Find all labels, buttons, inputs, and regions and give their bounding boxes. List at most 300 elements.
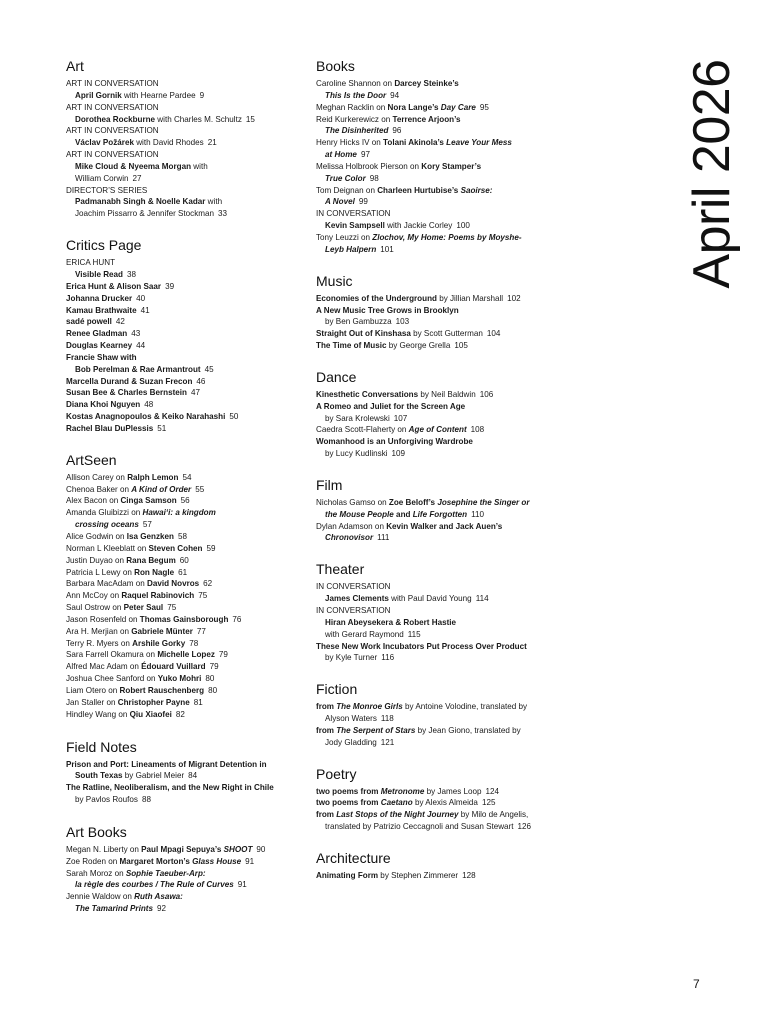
entry-text: Patricia L Lewy on: [66, 567, 135, 577]
page-ref: 114: [475, 594, 489, 604]
entry-line: [66, 661, 298, 673]
page-ref: 126: [517, 822, 532, 832]
toc-entry[interactable]: [316, 797, 556, 809]
entry-headline: Charleen Hurtubise’s: [377, 185, 461, 195]
work-title: Leave Your Mess: [446, 138, 512, 148]
toc-entry[interactable]: [66, 578, 298, 590]
page-ref: 80: [208, 685, 218, 695]
work-title: The Monroe Girls: [336, 702, 403, 712]
section-title: Critics Page: [66, 237, 142, 254]
entry-line: [66, 543, 298, 555]
toc-entry[interactable]: [316, 809, 556, 833]
toc-entry[interactable]: [66, 293, 298, 305]
section-art: [66, 57, 298, 220]
work-title: Day Care: [440, 102, 476, 112]
entry-line: [316, 532, 556, 544]
section-title: Art Books: [66, 823, 127, 840]
section-title: ArtSeen: [66, 451, 117, 468]
page-ref: 121: [380, 737, 395, 747]
page-ref: 115: [407, 629, 421, 639]
entry-line: [66, 903, 298, 915]
entry-headline: Václav Požárek: [75, 138, 134, 148]
entry-line: [316, 641, 556, 653]
entry-headline: James Clements: [325, 594, 389, 604]
entry-line: [66, 376, 298, 388]
entry-text: Alice Godwin on: [66, 532, 127, 541]
entry-line: [316, 316, 556, 328]
entry-line: [66, 161, 298, 173]
entry-text: IN CONVERSATION: [316, 606, 391, 615]
entry-headline: Paul Mpagi Sepuya’s: [141, 844, 224, 854]
toc-entry[interactable]: [66, 638, 298, 650]
page-ref: 101: [380, 244, 394, 254]
entry-text: ART IN CONVERSATION: [66, 150, 159, 160]
toc-entry[interactable]: [66, 868, 298, 892]
entry-line: [316, 509, 556, 521]
entry-headline: Robert Rauschenberg: [119, 685, 205, 695]
entry-headline: Darcey Steinke’s: [394, 79, 459, 88]
entry-headline: Steven Cohen: [148, 543, 203, 553]
page-ref: 79: [218, 650, 228, 660]
entry-list: [316, 497, 556, 544]
entry-text: Liam Otero on: [66, 685, 120, 695]
entry-line: [66, 673, 298, 685]
toc-entry[interactable]: [66, 328, 298, 340]
work-title: crossing oceans: [75, 520, 139, 530]
work-title: Metronome: [380, 786, 425, 796]
page-ref: 95: [479, 102, 489, 112]
entry-line: [316, 786, 556, 798]
page-ref: 124: [485, 786, 500, 796]
toc-entry[interactable]: [316, 208, 556, 232]
toc-entry[interactable]: [316, 786, 556, 798]
toc-entry[interactable]: [316, 701, 556, 725]
page-ref: 80: [205, 674, 215, 684]
toc-entry[interactable]: [66, 185, 298, 221]
entry-text: by Jillian Marshall: [436, 293, 504, 303]
toc-entry[interactable]: [316, 102, 556, 114]
entry-headline: Kory Stamper’s: [421, 161, 482, 171]
entry-text: Joachim Pissarro & Jennifer Stockman: [75, 209, 214, 219]
entry-headline: The Time of Music: [316, 341, 387, 351]
entry-text: by Ben Gambuzza: [325, 317, 392, 327]
entry-line: [316, 305, 556, 317]
toc-entry[interactable]: [316, 725, 556, 749]
section-dance: [316, 368, 556, 460]
toc-entry[interactable]: [66, 856, 298, 868]
entry-line: [66, 495, 298, 507]
page-number: 7: [693, 977, 700, 991]
page-ref: 103: [395, 317, 410, 327]
toc-entry[interactable]: [316, 137, 556, 161]
entry-text: with Hearne Pardee: [121, 90, 196, 100]
toc-entry[interactable]: [316, 340, 556, 352]
entry-line: [66, 399, 298, 411]
work-title: Chronovisor: [325, 533, 374, 543]
work-title: SHOOT: [223, 844, 253, 854]
toc-entry[interactable]: [66, 78, 298, 102]
page-ref: 125: [481, 798, 496, 808]
entry-text: DIRECTOR’S SERIES: [66, 185, 148, 195]
entry-line: [66, 173, 298, 185]
entry-headline: Prison and Port: Lineaments of Migrant Detention in: [66, 759, 267, 769]
entry-text: Chenoa Baker on: [66, 484, 132, 494]
work-title: Saoirse:: [460, 185, 493, 195]
entry-line: [66, 770, 298, 782]
toc-entry[interactable]: [66, 149, 298, 185]
entry-text: Joshua Chee Sanford on: [66, 674, 158, 684]
entry-headline: Ron Nagle: [134, 567, 175, 577]
toc-entry[interactable]: [316, 328, 556, 340]
entry-line: [66, 281, 298, 293]
entry-text: Jason Rosenfeld on: [66, 614, 140, 624]
entry-line: [316, 581, 556, 593]
entry-line: [66, 328, 298, 340]
toc-entry[interactable]: [66, 281, 298, 293]
entry-text: with Gerard Raymond: [325, 629, 404, 639]
toc-entry[interactable]: [316, 581, 556, 605]
entry-text: Zoe Roden on: [66, 856, 120, 866]
entry-headline: Susan Bee & Charles Bernstein: [66, 388, 187, 398]
entry-line: [66, 649, 298, 661]
page-ref: 38: [127, 269, 137, 279]
entry-headline: Kamau Brathwaite: [66, 305, 137, 315]
work-title: at Home: [325, 150, 357, 160]
entry-text: by James Loop: [424, 786, 482, 796]
page-ref: 108: [470, 425, 485, 435]
toc-entry[interactable]: [66, 555, 298, 567]
toc-entry[interactable]: [66, 305, 298, 317]
entry-line: [316, 424, 556, 436]
entry-text: ART IN CONVERSATION: [66, 79, 159, 88]
entry-text: ART IN CONVERSATION: [66, 102, 159, 112]
section-poetry: [316, 765, 556, 833]
entry-line: [66, 638, 298, 650]
toc-entry[interactable]: [316, 870, 556, 882]
page-ref: 102: [507, 293, 521, 303]
toc-entry[interactable]: [66, 590, 298, 602]
toc-entry[interactable]: [316, 605, 556, 641]
toc-entry[interactable]: [316, 232, 556, 256]
entry-line: [66, 484, 298, 496]
entry-text: with Charles M. Schultz: [155, 114, 242, 124]
entry-line: [66, 891, 298, 903]
toc-entry[interactable]: [66, 844, 298, 856]
toc-entry[interactable]: [316, 185, 556, 209]
work-title: The Disinherited: [325, 126, 389, 136]
entry-line: [66, 149, 298, 161]
entry-headline: Douglas Kearney: [66, 341, 133, 351]
page-ref: 109: [391, 449, 406, 459]
toc-entry[interactable]: [66, 340, 298, 352]
entry-text: by Lucy Kudlinski: [325, 449, 388, 459]
toc-entry[interactable]: [66, 673, 298, 685]
entry-line: [66, 590, 298, 602]
work-title: la règle des courbes / The Rule of Curves: [75, 880, 234, 890]
entry-text: by Gabriel Meier: [122, 771, 185, 781]
entry-headline: These New Work Incubators Put Process Over Product: [316, 641, 527, 651]
entry-line: [66, 709, 298, 721]
entry-text: Dylan Adamson on: [316, 521, 387, 531]
entry-line: [66, 567, 298, 579]
toc-entry[interactable]: [316, 401, 556, 425]
entry-line: [66, 794, 298, 806]
entry-line: [66, 208, 298, 220]
page-ref: 77: [196, 626, 206, 636]
entry-text: Alex Bacon on: [66, 496, 121, 506]
toc-entry[interactable]: [66, 626, 298, 638]
toc-entry[interactable]: [66, 614, 298, 626]
page-ref: 50: [229, 412, 239, 422]
page-ref: 88: [141, 795, 151, 805]
toc-entry[interactable]: [66, 709, 298, 721]
entry-text: Sara Farrell Okamura on: [66, 650, 158, 660]
toc-entry[interactable]: [316, 78, 556, 102]
entry-headline: Gabriele Münter: [131, 626, 193, 636]
toc-entry[interactable]: [316, 161, 556, 185]
page-ref: 110: [471, 509, 485, 519]
entry-headline: Francie Shaw with: [66, 352, 137, 362]
page-ref: 106: [479, 389, 494, 399]
entry-line: [316, 208, 556, 220]
toc-entry[interactable]: [66, 685, 298, 697]
entry-line: [66, 102, 298, 114]
entry-text: translated by Patrizio Ceccagnoli and Susan Stewart: [325, 822, 514, 832]
page-ref: 118: [380, 714, 394, 724]
entry-headline: Visible Read: [75, 269, 123, 279]
page-ref: 39: [165, 281, 175, 291]
entry-line: [316, 78, 556, 90]
page-ref: 41: [140, 305, 150, 315]
toc-entry[interactable]: [66, 399, 298, 411]
page-ref: 76: [232, 614, 242, 624]
toc-entry[interactable]: [66, 352, 298, 376]
entry-headline: Édouard Vuillard: [141, 662, 206, 672]
toc-entry[interactable]: [316, 114, 556, 138]
entry-headline: David Novros: [146, 579, 200, 589]
entry-line: [66, 114, 298, 126]
entry-text: Henry Hicks IV on: [316, 138, 384, 148]
entry-line: [316, 725, 556, 737]
toc-entry[interactable]: [66, 411, 298, 423]
entry-headline: Arshile Gorky: [132, 638, 186, 648]
entry-text: Alyson Waters: [325, 714, 377, 724]
entry-headline: Economies of the Underground: [316, 293, 437, 303]
entry-headline: sadé powell: [66, 317, 112, 327]
page-ref: 27: [132, 173, 142, 183]
page-ref: 44: [136, 341, 146, 351]
toc-entry[interactable]: [66, 376, 298, 388]
entry-line: [316, 701, 556, 713]
entry-text: Jan Staller on: [66, 697, 118, 707]
entry-headline: Yuko Mohri: [157, 674, 202, 684]
entry-headline: Rachel Blau DuPlessis: [66, 423, 154, 433]
work-title: Sophie Taeuber-Arp:: [125, 868, 206, 878]
page-ref: 92: [156, 904, 166, 914]
toc-entry[interactable]: [66, 316, 298, 328]
entry-text: Amanda Gluibizzi on: [66, 508, 143, 518]
entry-line: [316, 497, 556, 509]
toc-entry[interactable]: [66, 507, 298, 531]
entry-text: Jody Gladding: [325, 737, 377, 747]
entry-text: Ann McCoy on: [66, 591, 122, 601]
page-ref: 56: [180, 496, 190, 506]
toc-entry[interactable]: [66, 472, 298, 484]
page-ref: 116: [381, 653, 395, 663]
toc-entry[interactable]: [66, 125, 298, 149]
entry-text: with: [191, 161, 208, 171]
entry-headline: Johanna Drucker: [66, 293, 133, 303]
page-ref: 61: [178, 567, 188, 577]
entry-list: [66, 472, 298, 721]
entry-text: Caedra Scott-Flaherty on: [316, 425, 409, 435]
entry-headline: Zoe Beloff’s: [388, 497, 438, 507]
toc-entry[interactable]: [66, 782, 298, 806]
entry-list: [316, 389, 556, 460]
page-ref: 96: [392, 126, 402, 136]
section-critics-page: [66, 236, 298, 435]
entry-text: by Scott Gutterman: [410, 329, 483, 339]
entry-text: Saul Ostrow on: [66, 603, 124, 613]
page-ref: 54: [182, 472, 192, 482]
toc-entry[interactable]: [316, 424, 556, 436]
entry-line: [316, 328, 556, 340]
entry-line: [66, 759, 298, 771]
work-title: The Serpent of Stars: [336, 725, 416, 735]
page-ref: 84: [188, 771, 198, 781]
entry-line: [66, 364, 298, 376]
entry-headline: Isa Genzken: [126, 532, 174, 541]
section-title: Dance: [316, 368, 357, 385]
entry-headline: Dorothea Rockburne: [75, 114, 156, 124]
section-art-books: [66, 823, 298, 915]
entry-line: [66, 626, 298, 638]
section-books: [316, 57, 556, 256]
section-music: [316, 272, 556, 352]
entry-line: [316, 593, 556, 605]
entry-headline: Ralph Lemon: [127, 472, 179, 482]
entry-line: [66, 423, 298, 435]
entry-line: [316, 809, 556, 821]
entry-list: [316, 870, 556, 882]
page-ref: 47: [191, 388, 201, 398]
page-ref: 91: [245, 856, 255, 866]
entry-line: [66, 185, 298, 197]
toc-entry[interactable]: [316, 293, 556, 305]
page-ref: 42: [115, 317, 125, 327]
entry-line: [316, 114, 556, 126]
toc-entry[interactable]: [316, 305, 556, 329]
toc-entry[interactable]: [316, 521, 556, 545]
entry-headline: South Texas: [75, 771, 123, 781]
toc-entry[interactable]: [66, 567, 298, 579]
entry-line: [66, 305, 298, 317]
toc-entry[interactable]: [66, 697, 298, 709]
toc-entry[interactable]: [66, 257, 298, 281]
entry-line: [316, 244, 556, 256]
entry-headline: Kostas Anagnopoulos & Keiko Narahashi: [66, 412, 226, 422]
section-title: Fiction: [316, 681, 358, 698]
page-ref: 94: [390, 90, 400, 100]
toc-left-column: [66, 41, 298, 915]
work-title: Zlochov, My Home: Poems by Moyshe-: [372, 232, 522, 242]
entry-line: [316, 413, 556, 425]
toc-entry[interactable]: [316, 641, 556, 665]
entry-headline: Diana Khoi Nguyen: [66, 400, 141, 410]
entry-list: [316, 786, 556, 833]
entry-text: by Sara Krolewski: [325, 413, 390, 423]
entry-line: [316, 196, 556, 208]
page-ref: 104: [486, 329, 501, 339]
entry-headline: Womanhood is an Unforgiving Wardrobe: [316, 437, 473, 447]
toc-entry[interactable]: [316, 389, 556, 401]
entry-line: [66, 782, 298, 794]
entry-line: [316, 737, 556, 749]
entry-text: Jennie Waldow on: [66, 892, 135, 902]
toc-entry[interactable]: [66, 602, 298, 614]
entry-headline: and: [393, 509, 413, 519]
toc-entry[interactable]: [66, 387, 298, 399]
toc-entry[interactable]: [66, 661, 298, 673]
work-title: True Color: [325, 173, 366, 183]
entry-line: [316, 173, 556, 185]
entry-headline: Marcella Durand & Suzan Frecon: [66, 376, 193, 386]
entry-headline: from: [316, 702, 337, 712]
toc-entry[interactable]: [316, 436, 556, 460]
toc-entry[interactable]: [66, 531, 298, 543]
entry-headline: The Ratline, Neoliberalism, and the New Right in Chile: [66, 783, 274, 793]
toc-entry[interactable]: [66, 759, 298, 783]
entry-headline: Margaret Morton’s: [119, 856, 193, 866]
entry-line: [316, 125, 556, 137]
work-title: Life Forgotten: [412, 509, 468, 519]
entry-line: [316, 293, 556, 305]
entry-headline: A Romeo and Juliet for the Screen Age: [316, 401, 466, 411]
entry-list: [66, 759, 298, 806]
page-ref: 105: [454, 341, 468, 351]
page-ref: 107: [393, 413, 408, 423]
toc-entry[interactable]: [66, 102, 298, 126]
entry-line: [66, 269, 298, 281]
entry-text: with Jackie Corley: [384, 221, 453, 231]
entry-text: IN CONVERSATION: [316, 582, 391, 592]
entry-text: ART IN CONVERSATION: [66, 126, 159, 136]
entry-text: William Corwin: [75, 173, 129, 183]
toc-entry[interactable]: [66, 423, 298, 435]
entry-headline: April Gornik: [75, 90, 122, 100]
toc-entry[interactable]: [66, 891, 298, 915]
entry-line: [66, 856, 298, 868]
page-ref: 81: [193, 697, 203, 707]
section-title: Art: [66, 58, 84, 74]
entry-headline: Animating Form: [316, 870, 379, 880]
entry-line: [316, 389, 556, 401]
entry-text: by Neil Baldwin: [418, 389, 476, 399]
toc-entry[interactable]: [66, 649, 298, 661]
toc-entry[interactable]: [66, 484, 298, 496]
entry-text: Megan N. Liberty on: [66, 844, 142, 854]
toc-entry[interactable]: [66, 543, 298, 555]
entry-text: Justin Duyao on: [66, 555, 127, 565]
entry-text: Alfred Mac Adam on: [66, 662, 142, 672]
entry-headline: Bob Perelman & Rae Armantrout: [75, 364, 201, 374]
toc-entry[interactable]: [66, 495, 298, 507]
page-ref: 99: [358, 197, 368, 207]
toc-entry[interactable]: [316, 497, 556, 521]
entry-list: [66, 844, 298, 915]
entry-headline: Thomas Gainsborough: [139, 614, 229, 624]
section-fiction: [316, 680, 556, 748]
